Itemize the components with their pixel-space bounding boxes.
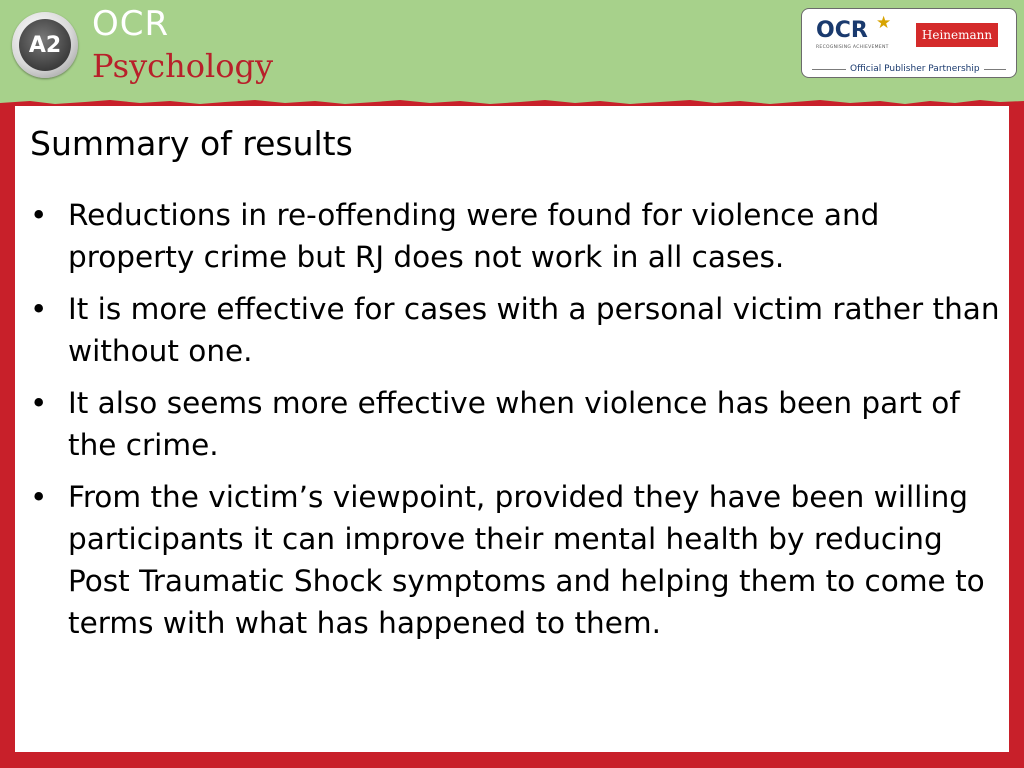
- bullet-text: From the victim’s viewpoint, provided they have been willing participants it can improve their mental health by reducing Post Traumatic Shock symptoms and helping them to come to terms with what has happened to them.: [68, 480, 985, 640]
- publisher-partnership-logo: [801, 8, 1017, 78]
- bullet-list: [30, 194, 1005, 654]
- bullet-text: It is more effective for cases with a personal victim rather than without one.: [68, 292, 1000, 368]
- slide-title: Summary of results: [30, 124, 353, 163]
- heinemann-logo: Heinemann: [916, 23, 998, 47]
- bullet-icon: •: [30, 292, 48, 326]
- slide-header: [0, 0, 1024, 100]
- bullet-text: It also seems more effective when violence has been part of the crime.: [68, 386, 960, 462]
- brand-name: OCR: [92, 4, 170, 44]
- partner-caption: Official Publisher Partnership: [846, 62, 984, 76]
- list-item: [30, 194, 1005, 278]
- bullet-icon: •: [30, 386, 48, 420]
- a2-badge-label: A2: [19, 19, 71, 71]
- list-item: [30, 476, 1005, 644]
- partner-ocr-tagline: RECOGNISING ACHIEVEMENT: [816, 45, 889, 50]
- partner-ocr-text: OCR: [816, 18, 868, 43]
- bullet-icon: •: [30, 480, 48, 514]
- slide-content: [15, 106, 1009, 752]
- brand-subject: Psychology: [92, 47, 274, 85]
- bullet-icon: •: [30, 198, 48, 232]
- bullet-text: Reductions in re-offending were found for violence and property crime but RJ does not work in all cases.: [68, 198, 880, 274]
- list-item: [30, 382, 1005, 466]
- a2-badge-icon: [12, 12, 78, 78]
- list-item: [30, 288, 1005, 372]
- star-icon: ★: [876, 13, 892, 33]
